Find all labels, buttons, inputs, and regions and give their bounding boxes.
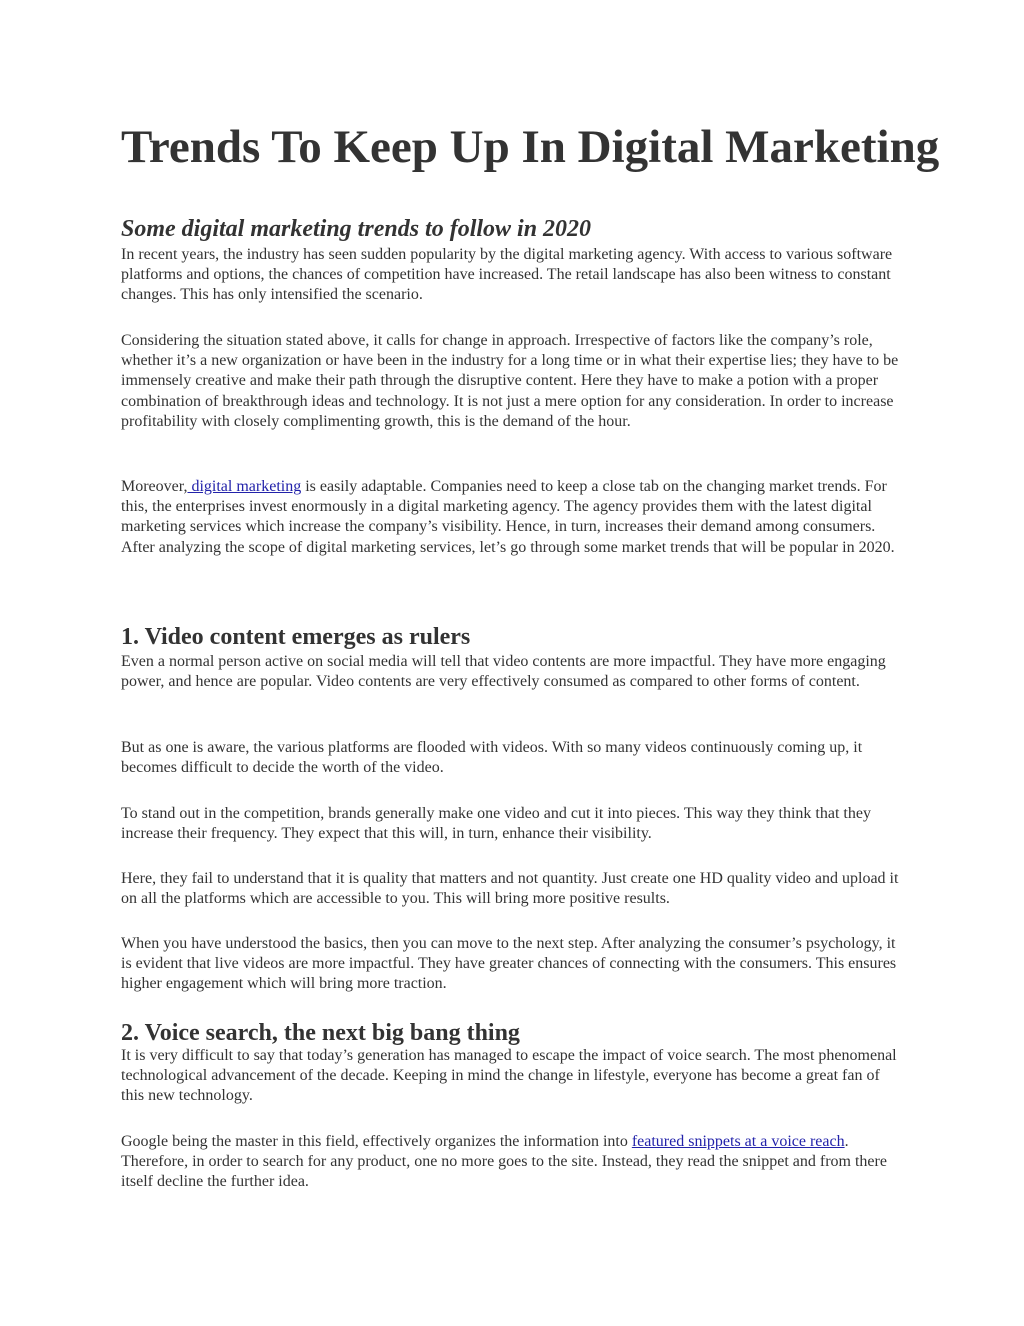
featured-snippets-link[interactable]: featured snippets at a voice reach (631, 1133, 845, 1150)
intro-paragraph-3-text-before: Moreover, (121, 478, 188, 495)
section-2-paragraph-1: It is very difficult to say that today’s generation has managed to escape the impact of voice search. The most phenomenal technological advancement of the decade. Keeping in mind the change in lifestyle, everyone has become a great fan of this new technology. (121, 1047, 897, 1105)
section-2-paragraph-2 (121, 1132, 906, 1193)
intro-paragraph-3-text-after: is easily adaptable. Companies need to keep a close tab on the changing market trends. For this, the enterprises invest enormously in a digital marketing agency. The agency provides them with the latest digital marketing services which increase the company’s visibility. Hence, in turn, increases their demand among consumers. (121, 478, 887, 536)
section-2-paragraph-2-text-before: Google being the master in this field, effectively organizes the information into (121, 1133, 632, 1150)
section-1-paragraph-1: Even a normal person active on social media will tell that video contents are more impactful. They have more engaging power, and hence are popular. Video contents are very effectively consumed as compared to other forms of content. (121, 653, 886, 691)
section-1-paragraph-4: Here, they fail to understand that it is quality that matters and not quantity. Just create one HD quality video and upload it on all the platforms which are accessible to you. This will bring more positive results. (121, 870, 899, 908)
section-1-paragraph-5: When you have understood the basics, then you can move to the next step. After analyzing the consumer’s psychology, it is evident that live videos are more impactful. They have greater chances of connecting with the consumers. This ensures higher engagement which will bring more traction. (121, 935, 897, 993)
intro-paragraph-1: In recent years, the industry has seen sudden popularity by the digital marketing agency. With access to various software platforms and options, the chances of competition have increased. The retail landscape has also been witness to constant changes. This has only intensified the scenario. (121, 246, 893, 304)
section-1-paragraph-2: But as one is aware, the various platforms are flooded with videos. With so many videos continuously coming up, it becomes difficult to decide the worth of the video. (121, 739, 863, 777)
document-subtitle: Some digital marketing trends to follow in 2020 (121, 216, 592, 242)
section-1-heading: 1. Video content emerges as rulers (121, 624, 471, 650)
section-2-paragraph-2-text-after: . Therefore, in order to search for any product, one no more goes to the site. Instead, they read the snippet and from there itself decline the further idea. (121, 1133, 887, 1191)
section-1-paragraph-3: To stand out in the competition, brands generally make one video and cut it into pieces. This way they think that they increase their frequency. They expect that this will, in turn, enhance their visibility. (121, 805, 871, 843)
digital-marketing-link[interactable]: digital marketing (187, 478, 302, 495)
document-title: Trends To Keep Up In Digital Marketing (121, 121, 940, 173)
intro-paragraph-3-line-2: After analyzing the scope of digital marketing services, let’s go through some market trends that will be popular in 2020. (121, 538, 895, 556)
intro-paragraph-3 (121, 477, 906, 558)
intro-paragraph-2: Considering the situation stated above, it calls for change in approach. Irrespective of factors like the company’s role, whether it’s a new organization or have been in the industry for a long time or in what their expertise lies; they have to be immensely creative and make their path through the disruptive content. Here they have to make a potion with a proper combination of breakthrough ideas and technology. It is not just a mere option for any consideration. In order to increase profitability with closely complimenting growth, this is the demand of the hour. (121, 332, 899, 430)
section-2-heading: 2. Voice search, the next big bang thing (121, 1020, 520, 1046)
